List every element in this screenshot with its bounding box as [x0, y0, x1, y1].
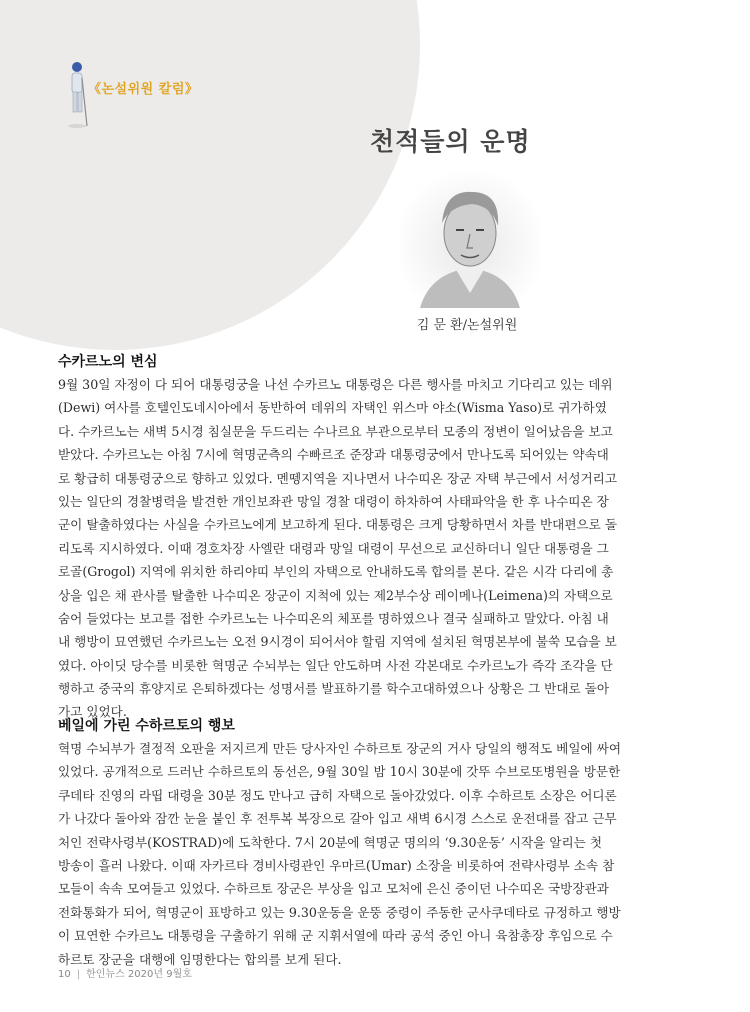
section-body-2	[58, 737, 694, 971]
text-line: 숨어 들었다는 보고를 접한 수카르노는 나수띠온의 체포를 명하였으나 결국 실패하고 말았다. 아침 내	[58, 610, 609, 626]
text-line: 혁명 수뇌부가 결정적 오판을 저지르게 만든 당사자인 수하르토 장군의 거사 당일의 행적도 베일에 싸여	[58, 741, 621, 756]
text-line: 전화통화가 되어, 혁명군이 표방하고 있는 9.30운동을 운뚱 중령이 주동한 군사쿠데타로 규정하고 행방	[58, 904, 621, 920]
page-number: 10	[58, 969, 71, 980]
text-line: 가 나갔다 돌아와 잠깐 눈을 붙인 후 전투복 복장으로 갈아 입고 새벽 6시경 스스로 운전대를 잡고 근무	[58, 811, 617, 827]
text-line: 로골(Grogol) 지역에 위치한 하리야띠 부인의 자택으로 안내하도록 합의를 본다. 같은 시각 다리에 총	[58, 564, 614, 580]
text-line: 다. 수카르노는 새벽 5시경 침실문을 두드리는 수나르요 부관으로부터 모종의 정변이 일어났음을 보고	[58, 423, 613, 439]
text-line: 있는 일단의 경찰병력을 발견한 개인보좌관 망일 경찰 대령이 하차하여 사태파악을 한 후 나수띠온 장	[58, 493, 609, 509]
text-line: 행하고 중국의 휴양지로 은퇴하겠다는 성명서를 발표하기를 학수고대하였으나 상황은 그 반대로 돌아	[58, 681, 609, 697]
section-label: 《논설위원 칼럼》	[88, 82, 199, 97]
text-line: 리도록 지시하였다. 이때 경호차장 사엘란 대령과 망일 대령이 무선으로 교신하더니 일단 대통령을 그	[58, 540, 609, 556]
section-body-1	[58, 373, 694, 724]
author-portrait-image	[400, 168, 540, 308]
text-line: 받았다. 수카르노는 아침 7시에 혁명군측의 수빠르조 준장과 대통령궁에서 만나도록 되어있는 약속대	[58, 447, 609, 463]
text-line: 모들이 속속 모여들고 있었다. 수하르토 장군은 부상을 입고 모처에 은신 중이던 나수띠온 국방장관과	[58, 881, 609, 897]
section-heading-1: 수카르노의 변심	[58, 354, 158, 370]
text-line: 쿠데타 진영의 라띱 대령을 30분 정도 만나고 급히 자택으로 돌아갔었다. 이후 수하르토 소장은 어디론	[58, 787, 617, 803]
author-byline: 김 문 환/논설위원	[416, 318, 518, 333]
page-footer	[58, 965, 192, 980]
publication-name: 한인뉴스 2020년 9월호	[86, 969, 192, 980]
text-line: 처인 전략사령부(KOSTRAD)에 도착한다. 7시 20분에 혁명군 명의의 ‘9.30운동’ 시작을 알리는 첫	[58, 834, 603, 850]
text-line: 군이 탈출하였다는 사실을 수카르노에게 보고하게 된다. 대통령은 크게 당황하면서 차를 반대편으로 돌	[58, 517, 617, 533]
text-line: 가고 있었다.	[58, 704, 127, 720]
background-circle	[0, 0, 420, 350]
page-title: 천적들의 운명	[370, 127, 531, 156]
text-line: (Dewi) 여사를 호텔인도네시아에서 동반하여 데위의 자택인 위스마 야소(Wisma Yaso)로 귀가하였	[58, 400, 607, 416]
text-line: 였다. 아이딧 당수를 비롯한 혁명군 수뇌부는 일단 안도하며 사전 각본대로 수카르노가 즉각 조각을 단	[58, 657, 613, 673]
text-line: 상을 입은 채 관사를 탈출한 나수띠온 장군이 지척에 있는 제2부수상 레이메나(Leimena)의 자택으로	[58, 587, 613, 603]
text-line: 내 행방이 묘연했던 수카르노는 오전 9시경이 되어서야 할림 지역에 설치된 혁명본부에 불쑥 모습을 보	[58, 634, 617, 650]
footer-separator: |	[76, 969, 81, 980]
golfer-figure-icon	[64, 60, 90, 130]
text-line: 로 황급히 대통령궁으로 향하고 있었다. 멘뗑지역을 지나면서 나수띠온 장군 자택 부근에서 서성거리고	[58, 470, 617, 486]
text-line: 있었다. 공개적으로 드러난 수하르토의 동선은, 9월 30일 밤 10시 30분에 갓뚜 수브로또병원을 방문한	[58, 764, 621, 780]
text-line: 이 묘연한 수카르노 대통령을 구출하기 위해 군 지휘서열에 따라 공석 중인 아니 육참총장 후임으로 수	[58, 928, 613, 944]
text-line: 하르토 장군을 대행에 임명한다는 합의를 보게 된다.	[58, 951, 342, 967]
text-line: 9월 30일 자정이 다 되어 대통령궁을 나선 수카르노 대통령은 다른 행사를 마치고 기다리고 있는 데위	[58, 377, 613, 392]
text-line: 방송이 흘러 나왔다. 이때 자카르타 경비사령관인 우마르(Umar) 소장을 비롯하여 전략사령부 소속 참	[58, 857, 615, 873]
section-heading-2: 베일에 가린 수하르토의 행보	[58, 718, 235, 734]
